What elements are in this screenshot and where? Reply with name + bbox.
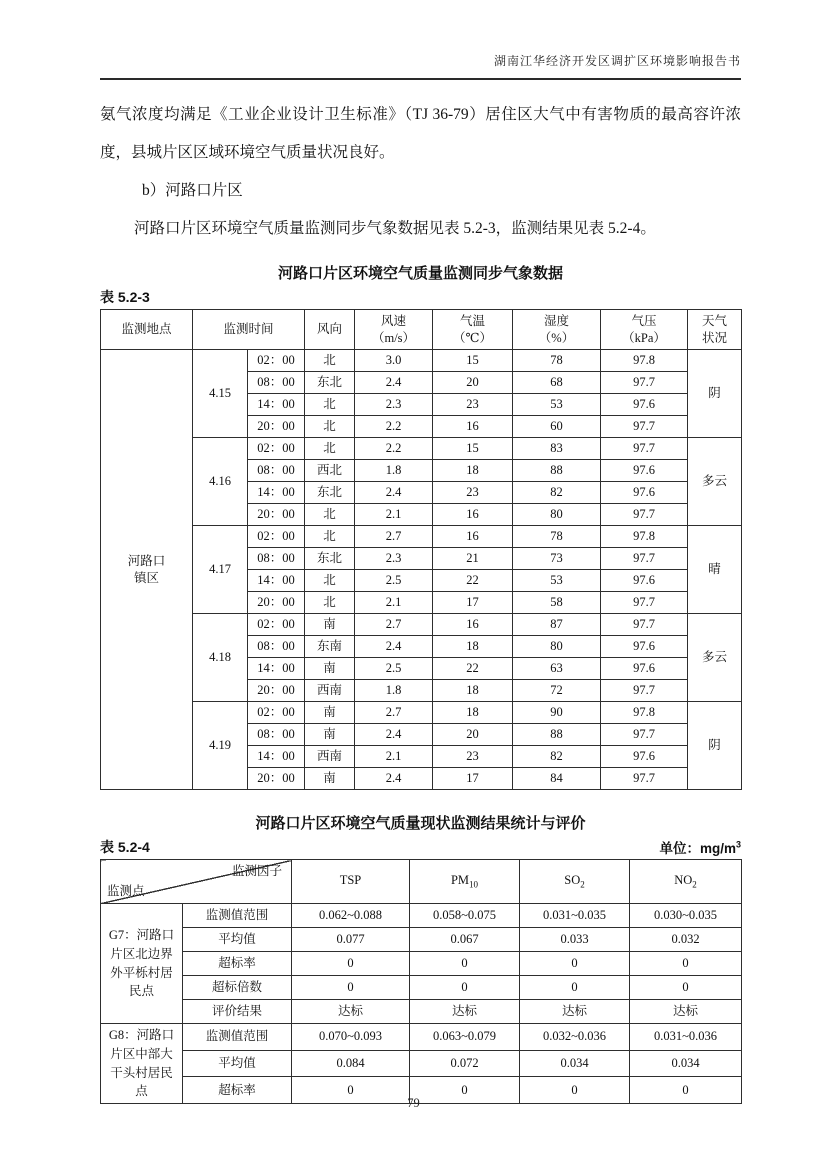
time-cell: 20：00 [248,504,305,526]
weather-data-table [100,309,742,790]
weather-condition-cell: 多云 [688,614,742,702]
humidity-cell: 87 [513,614,601,636]
humidity-cell: 68 [513,372,601,394]
weather-table-header [101,310,742,350]
stat-value-cell: 0.033 [520,928,630,952]
wind-speed-cell: 2.4 [355,372,433,394]
weather-condition-cell: 多云 [688,438,742,526]
result-row [101,928,742,952]
wind-direction-cell: 东北 [305,482,355,504]
temperature-cell: 18 [433,460,513,482]
temperature-cell: 18 [433,636,513,658]
monitoring-point-cell: G8：河路口片区中部大干头村居民点 [101,1024,183,1104]
pressure-cell: 97.6 [601,746,688,768]
stat-value-cell: 0 [520,1077,630,1104]
temperature-cell: 16 [433,614,513,636]
col-header-location: 监测地点 [101,310,193,350]
weather-row [101,438,742,460]
humidity-cell: 88 [513,724,601,746]
wind-speed-cell: 2.4 [355,724,433,746]
stat-label-cell: 平均值 [183,1050,292,1077]
humidity-cell: 53 [513,394,601,416]
col-header-so2: $SO_2$ [520,860,630,904]
wind-direction-cell: 西南 [305,746,355,768]
stat-value-cell: 0.072 [410,1050,520,1077]
pressure-cell: 97.8 [601,526,688,548]
col-header-time: 监测时间 [193,310,305,350]
temperature-cell: 15 [433,350,513,372]
stat-value-cell: 0.030~0.035 [630,904,742,928]
stat-value-cell: 0 [630,952,742,976]
wind-speed-cell: 2.5 [355,658,433,680]
stat-value-cell: 0 [410,952,520,976]
stat-label-cell: 监测值范围 [183,904,292,928]
wind-direction-cell: 西南 [305,680,355,702]
wind-direction-cell: 南 [305,724,355,746]
wind-speed-cell: 2.2 [355,416,433,438]
humidity-cell: 73 [513,548,601,570]
weather-row [101,702,742,724]
wind-direction-cell: 北 [305,526,355,548]
stat-value-cell: 0 [630,976,742,1000]
wind-speed-cell: 2.3 [355,394,433,416]
wind-speed-cell: 2.2 [355,438,433,460]
weather-condition-cell: 阴 [688,350,742,438]
col-header-humidity: 湿度 （%） [513,310,601,350]
pressure-cell: 97.7 [601,504,688,526]
monitoring-site-cell [101,350,193,790]
col-header-pressure: 气压 （kPa） [601,310,688,350]
temperature-cell: 17 [433,592,513,614]
pressure-cell: 97.7 [601,438,688,460]
stat-label-cell: 监测值范围 [183,1024,292,1051]
wind-speed-cell: 2.7 [355,614,433,636]
wind-direction-cell: 南 [305,658,355,680]
wind-speed-cell: 1.8 [355,680,433,702]
stat-value-cell: 0.084 [292,1050,410,1077]
col-header-tsp: TSP [292,860,410,904]
wind-direction-cell: 南 [305,768,355,790]
col-header-temperature: 气温 （℃） [433,310,513,350]
wind-direction-cell: 北 [305,394,355,416]
time-cell: 14：00 [248,570,305,592]
temperature-cell: 23 [433,394,513,416]
stat-value-cell: 0 [520,976,630,1000]
diagonal-label-point: 监测点 [107,884,145,899]
col-header-wind-speed: 风速 （m/s） [355,310,433,350]
wind-direction-cell: 西北 [305,460,355,482]
table1-label-row [100,287,741,307]
wind-direction-cell: 南 [305,702,355,724]
wind-speed-cell: 2.7 [355,526,433,548]
stat-value-cell: 0.032 [630,928,742,952]
temperature-cell: 18 [433,702,513,724]
pressure-cell: 97.7 [601,372,688,394]
stat-value-cell: 达标 [520,1000,630,1024]
stat-value-cell: 达标 [630,1000,742,1024]
stat-value-cell: 0.032~0.036 [520,1024,630,1051]
temperature-cell: 18 [433,680,513,702]
time-cell: 20：00 [248,416,305,438]
temperature-cell: 17 [433,768,513,790]
wind-speed-cell: 2.1 [355,592,433,614]
time-cell: 08：00 [248,724,305,746]
col-header-no2: $NO_2$ [630,860,742,904]
stat-value-cell: 0.031~0.035 [520,904,630,928]
result-row [101,1050,742,1077]
time-cell: 14：00 [248,746,305,768]
monitoring-result-table [100,859,742,1104]
col-header-wind-direction: 风向 [305,310,355,350]
time-cell: 02：00 [248,350,305,372]
temperature-cell: 15 [433,438,513,460]
stat-value-cell: 0.031~0.036 [630,1024,742,1051]
humidity-cell: 72 [513,680,601,702]
pressure-cell: 97.7 [601,592,688,614]
running-header [100,0,741,80]
result-row [101,904,742,928]
table1-label: 表 5.2-3 [100,289,150,305]
stat-value-cell: 0.034 [520,1050,630,1077]
humidity-cell: 58 [513,592,601,614]
table2-label-row [100,837,741,857]
time-cell: 14：00 [248,658,305,680]
wind-speed-cell: 2.7 [355,702,433,724]
result-row [101,952,742,976]
time-cell: 20：00 [248,768,305,790]
wind-speed-cell: 2.4 [355,482,433,504]
monitoring-point-cell: G7：河路口片区北边界外平栎村居民点 [101,904,183,1024]
page-number: 79 [407,1096,420,1110]
time-cell: 08：00 [248,372,305,394]
wind-direction-cell: 北 [305,350,355,372]
stat-label-cell: 超标率 [183,1077,292,1104]
pressure-cell: 97.7 [601,416,688,438]
pressure-cell: 97.6 [601,394,688,416]
humidity-cell: 82 [513,746,601,768]
date-cell: 4.17 [193,526,248,614]
weather-table-body [101,350,742,790]
wind-speed-cell: 3.0 [355,350,433,372]
date-cell: 4.18 [193,614,248,702]
pressure-cell: 97.6 [601,658,688,680]
wind-direction-cell: 北 [305,416,355,438]
result-table-body [101,904,742,1104]
time-cell: 20：00 [248,592,305,614]
temperature-cell: 20 [433,724,513,746]
time-cell: 02：00 [248,438,305,460]
body-text [100,96,741,248]
running-header-title: 湖南江华经济开发区调扩区环境影响报告书 [493,54,741,68]
result-row [101,1000,742,1024]
time-cell: 08：00 [248,636,305,658]
stat-label-cell: 平均值 [183,928,292,952]
stat-value-cell: 0.058~0.075 [410,904,520,928]
time-cell: 14：00 [248,394,305,416]
stat-value-cell: 0.063~0.079 [410,1024,520,1051]
pressure-cell: 97.8 [601,350,688,372]
paragraph: 氨气浓度均满足《工业企业设计卫生标准》（TJ 36-79）居住区大气中有害物质的最高容许浓度，县城片区区域环境空气质量状况良好。 [100,106,741,161]
wind-speed-cell: 1.8 [355,460,433,482]
stat-value-cell: 达标 [292,1000,410,1024]
humidity-cell: 60 [513,416,601,438]
stat-value-cell: 0.070~0.093 [292,1024,410,1051]
time-cell: 14：00 [248,482,305,504]
temperature-cell: 22 [433,658,513,680]
stat-value-cell: 0 [292,952,410,976]
wind-direction-cell: 北 [305,570,355,592]
pressure-cell: 97.7 [601,768,688,790]
wind-direction-cell: 东北 [305,548,355,570]
temperature-cell: 23 [433,746,513,768]
stat-value-cell: 达标 [410,1000,520,1024]
pressure-cell: 97.7 [601,724,688,746]
humidity-cell: 82 [513,482,601,504]
diagonal-label-factor: 监测因子 [231,864,282,878]
temperature-cell: 16 [433,504,513,526]
header-rule [100,78,741,80]
date-cell: 4.15 [193,350,248,438]
temperature-cell: 23 [433,482,513,504]
temperature-cell: 20 [433,372,513,394]
time-cell: 02：00 [248,702,305,724]
humidity-cell: 53 [513,570,601,592]
stat-value-cell: 0 [410,1077,520,1104]
wind-direction-cell: 北 [305,504,355,526]
time-cell: 02：00 [248,614,305,636]
humidity-cell: 88 [513,460,601,482]
pressure-cell: 97.6 [601,570,688,592]
date-cell: 4.16 [193,438,248,526]
pressure-cell: 97.7 [601,680,688,702]
humidity-cell: 80 [513,504,601,526]
wind-speed-cell: 2.1 [355,746,433,768]
wind-direction-cell: 北 [305,592,355,614]
wind-direction-cell: 南 [305,614,355,636]
pressure-cell: 97.7 [601,614,688,636]
paragraph-section-b: b）河路口片区 [142,182,243,199]
pressure-cell: 97.7 [601,548,688,570]
humidity-cell: 80 [513,636,601,658]
wind-speed-cell: 2.4 [355,768,433,790]
temperature-cell: 21 [433,548,513,570]
humidity-cell: 78 [513,350,601,372]
pressure-cell: 97.6 [601,636,688,658]
monitoring-site-text: 河路口镇区 [127,553,166,585]
paragraph: 河路口片区环境空气质量监测同步气象数据见表 5.2-3，监测结果见表 5.2-4。 [134,220,656,237]
weather-row [101,526,742,548]
wind-direction-cell: 东南 [305,636,355,658]
diagonal-header-cell [101,860,292,904]
stat-value-cell: 0.077 [292,928,410,952]
pressure-cell: 97.8 [601,702,688,724]
stat-value-cell: 0.062~0.088 [292,904,410,928]
result-row [101,976,742,1000]
table1-title: 河路口片区环境空气质量监测同步气象数据 [277,265,563,282]
weather-condition-cell: 晴 [688,526,742,614]
time-cell: 02：00 [248,526,305,548]
stat-label-cell: 超标率 [183,952,292,976]
temperature-cell: 22 [433,570,513,592]
humidity-cell: 90 [513,702,601,724]
stat-value-cell: 0.034 [630,1050,742,1077]
wind-speed-cell: 2.5 [355,570,433,592]
date-cell: 4.19 [193,702,248,790]
wind-speed-cell: 2.3 [355,548,433,570]
time-cell: 20：00 [248,680,305,702]
humidity-cell: 83 [513,438,601,460]
col-header-weather: 天气 状况 [688,310,742,350]
pressure-cell: 97.6 [601,460,688,482]
wind-direction-cell: 北 [305,438,355,460]
page-content [100,0,741,1104]
humidity-cell: 78 [513,526,601,548]
temperature-cell: 16 [433,416,513,438]
time-cell: 08：00 [248,548,305,570]
weather-row [101,614,742,636]
stat-label-cell: 超标倍数 [183,976,292,1000]
result-row [101,1024,742,1051]
pressure-cell: 97.6 [601,482,688,504]
table2-label: 表 5.2-4 [100,839,150,855]
stat-value-cell: 0.067 [410,928,520,952]
stat-label-cell: 评价结果 [183,1000,292,1024]
result-table-header [101,860,742,904]
stat-value-cell: 0 [520,952,630,976]
temperature-cell: 16 [433,526,513,548]
wind-direction-cell: 东北 [305,372,355,394]
wind-speed-cell: 2.4 [355,636,433,658]
wind-speed-cell: 2.1 [355,504,433,526]
stat-value-cell: 0 [630,1077,742,1104]
table2-title: 河路口片区环境空气质量现状监测结果统计与评价 [255,815,586,832]
weather-row [101,350,742,372]
stat-value-cell: 0 [292,1077,410,1104]
stat-value-cell: 0 [410,976,520,1000]
humidity-cell: 63 [513,658,601,680]
time-cell: 08：00 [248,460,305,482]
table2-unit-label: 单位：$mg/m^3$ [659,839,741,856]
weather-condition-cell: 阴 [688,702,742,790]
stat-value-cell: 0 [292,976,410,1000]
col-header-pm10: $PM_{10}$ [410,860,520,904]
humidity-cell: 84 [513,768,601,790]
